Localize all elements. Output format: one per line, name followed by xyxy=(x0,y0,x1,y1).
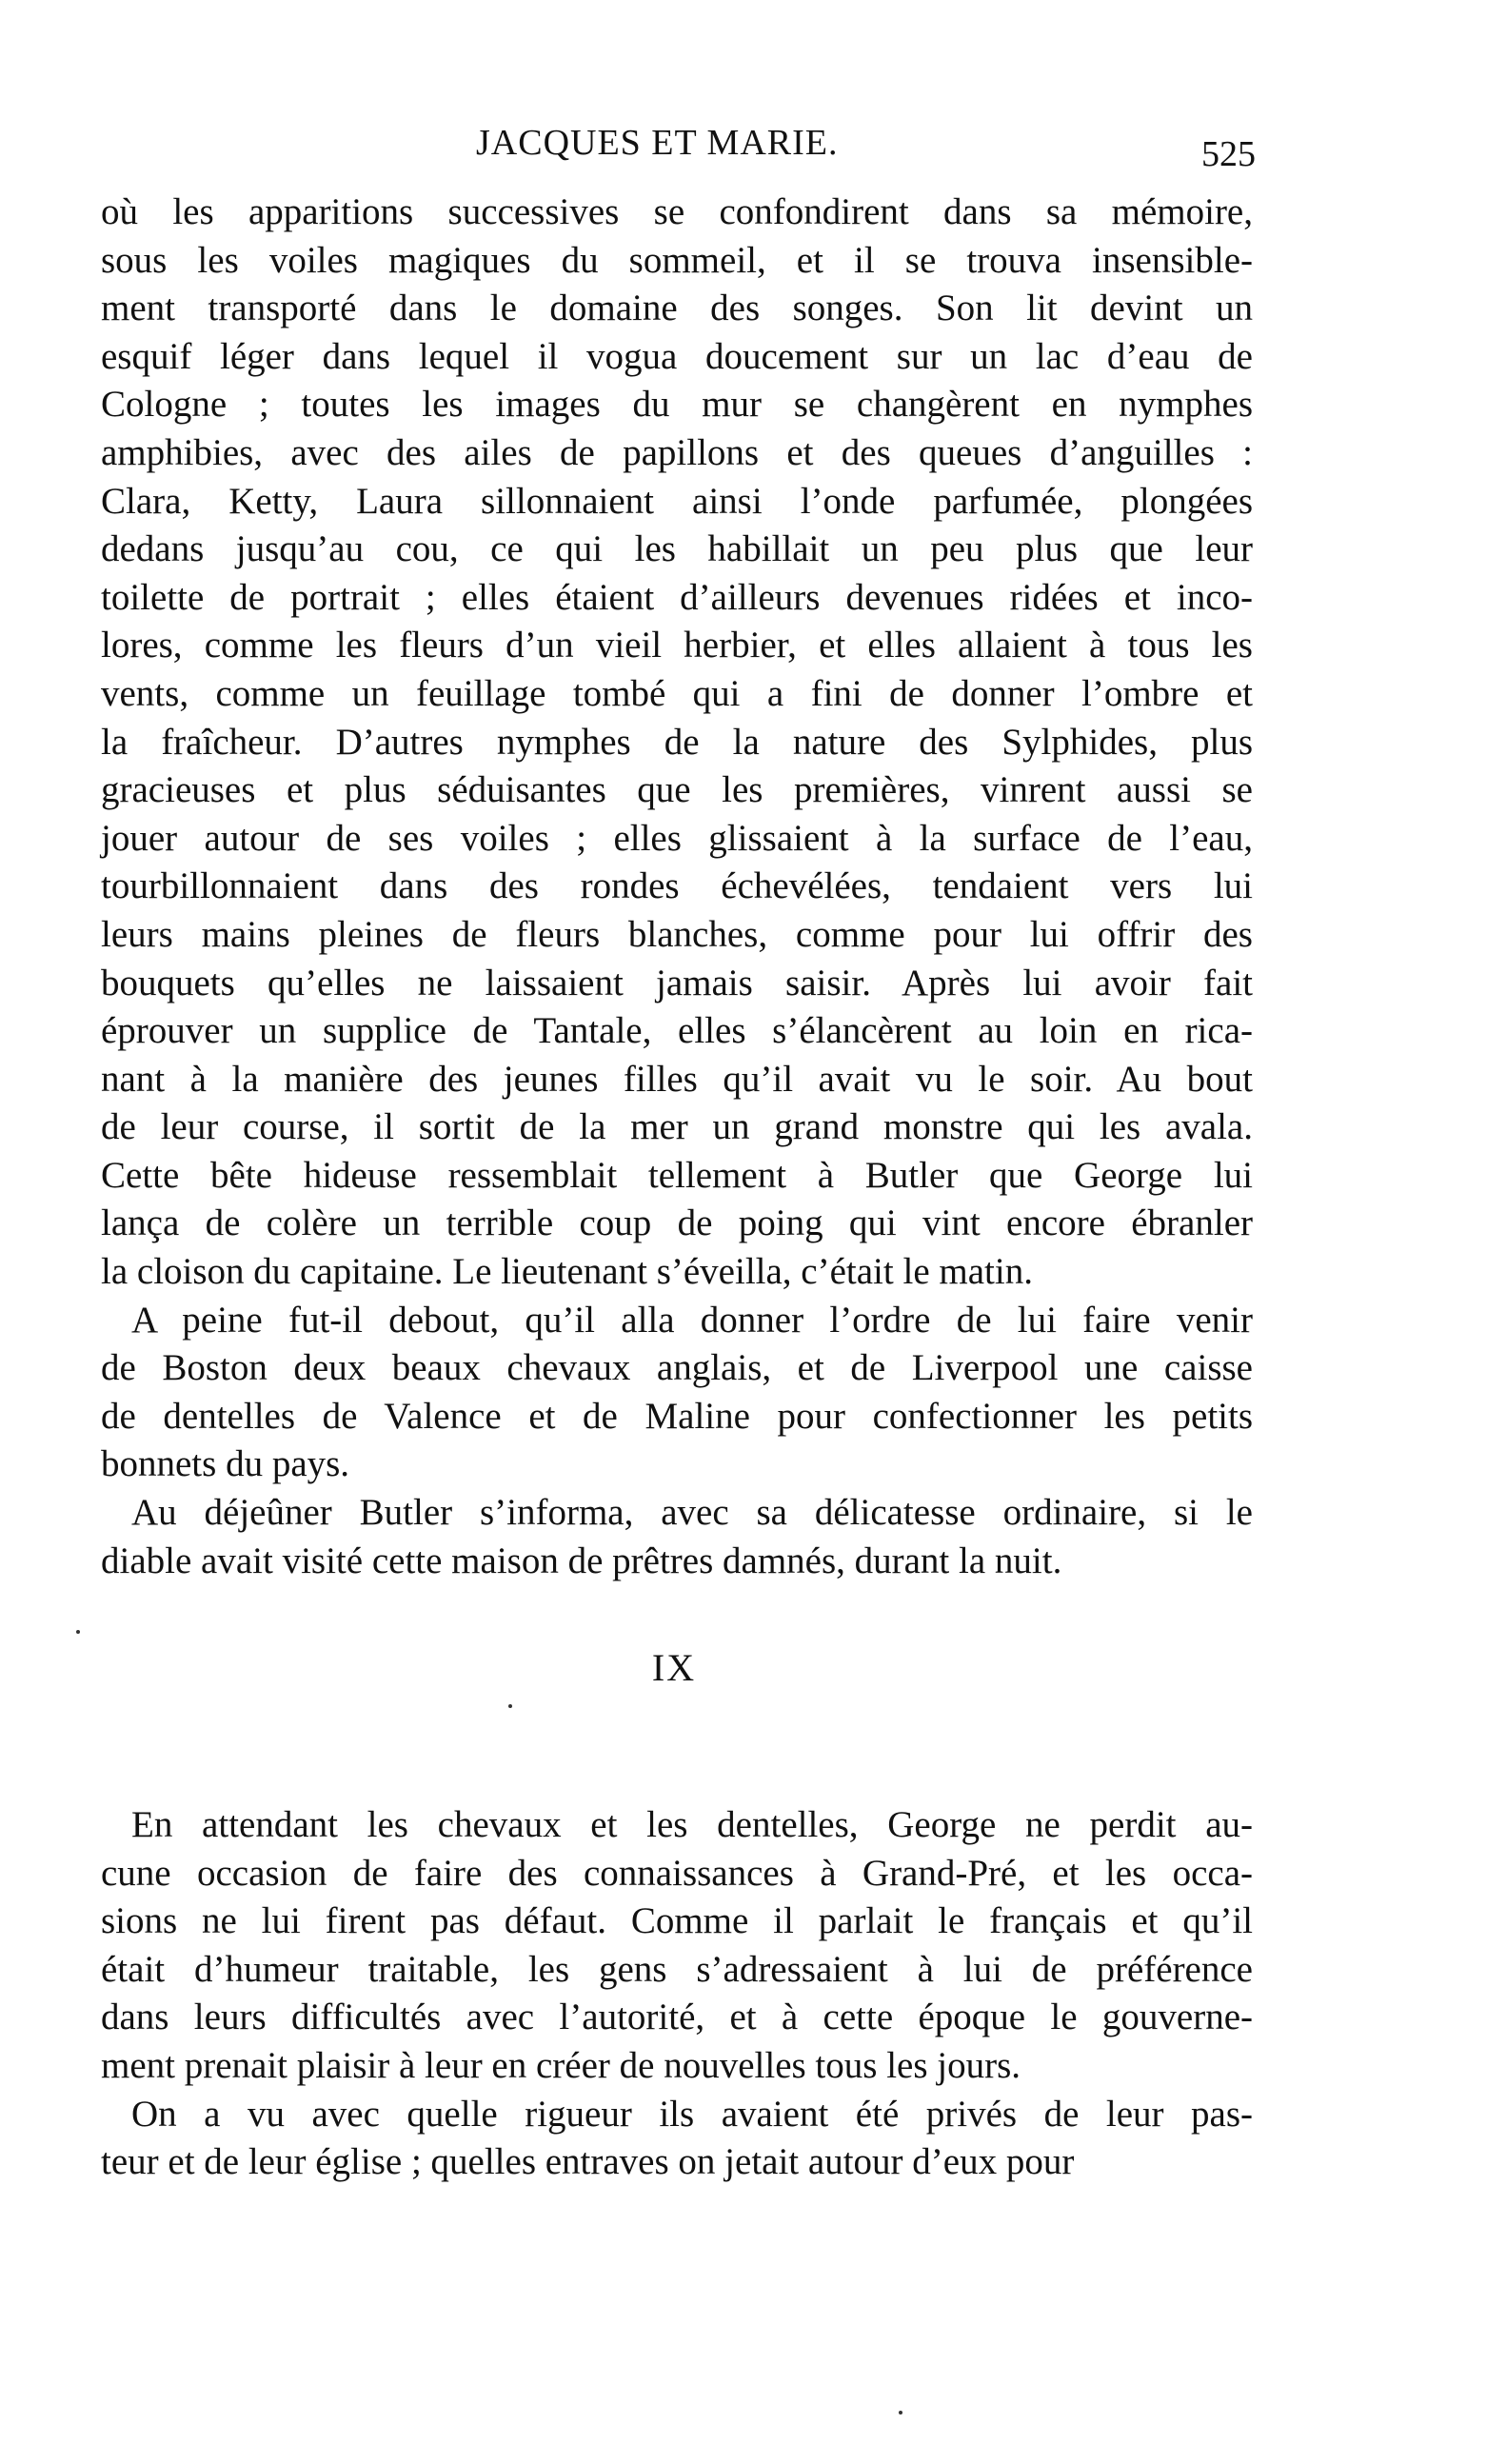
text-line: En attendant les chevaux et les dentelles, George ne perdit au- xyxy=(131,1804,1253,1845)
text-line: de dentelles de Valence et de Maline pour confectionner les petits xyxy=(101,1395,1253,1437)
text-line: la fraîcheur. D’autres nymphes de la nature des Sylphides, plus xyxy=(101,721,1253,763)
paragraph xyxy=(101,1297,1253,1489)
text-line: la cloison du capitaine. Le lieutenant s’éveilla, c’était le matin. xyxy=(101,1251,1033,1293)
text-line: jouer autour de ses voiles ; elles glissaient à la surface de l’eau, xyxy=(101,817,1253,859)
text-line: lança de colère un terrible coup de poing qui vint encore ébranler xyxy=(101,1202,1253,1244)
page-number: 525 xyxy=(1201,134,1256,174)
text-line: cune occasion de faire des connaissances à Grand-Pré, et les occa- xyxy=(101,1852,1253,1894)
text-line: ment transporté dans le domaine des songes. Son lit devint un xyxy=(101,288,1253,329)
text-line: sions ne lui firent pas défaut. Comme il parlait le français et qu’il xyxy=(101,1900,1253,1942)
paragraph xyxy=(101,189,1253,1297)
bottom-text-block xyxy=(101,1801,1253,2187)
text-line: diable avait visité cette maison de prêtres damnés, durant la nuit. xyxy=(101,1540,1062,1581)
running-title: JACQUES ET MARIE. xyxy=(476,123,839,163)
print-speck xyxy=(899,2411,902,2414)
section-heading: IX xyxy=(651,1646,697,1689)
text-line: sous les voiles magiques du sommeil, et il se trouva insensible- xyxy=(101,239,1253,281)
text-line: amphibies, avec des ailes de papillons et des queues d’anguilles : xyxy=(101,431,1253,473)
text-line: vents, comme un feuillage tombé qui a fini de donner l’ombre et xyxy=(101,672,1253,714)
paragraph xyxy=(101,2091,1253,2187)
print-speck xyxy=(508,1704,512,1708)
text-line: A peine fut-il debout, qu’il alla donner l’ordre de lui faire venir xyxy=(131,1299,1253,1341)
text-line: tourbillonnaient dans des rondes échevélées, tendaient vers lui xyxy=(101,865,1253,907)
text-line: ment prenait plaisir à leur en créer de nouvelles tous les jours. xyxy=(101,2044,1021,2086)
text-line: nant à la manière des jeunes filles qu’il avait vu le soir. Au bout xyxy=(101,1058,1253,1100)
top-text-block xyxy=(101,189,1253,1585)
text-line: teur et de leur église ; quelles entraves on jetait autour d’eux pour xyxy=(101,2141,1075,2183)
text-line: Clara, Ketty, Laura sillonnaient ainsi l’onde parfumée, plongées xyxy=(101,480,1253,522)
text-line: Cologne ; toutes les images du mur se changèrent en nymphes xyxy=(101,384,1253,426)
text-line: leurs mains pleines de fleurs blanches, comme pour lui offrir des xyxy=(101,913,1253,955)
text-line: Cette bête hideuse ressemblait tellement à Butler que George lui xyxy=(101,1154,1253,1196)
text-line: lores, comme les fleurs d’un vieil herbier, et elles allaient à tous les xyxy=(101,625,1253,666)
text-line: bonnets du pays. xyxy=(101,1443,350,1485)
text-line: dedans jusqu’au cou, ce qui les habillait un peu plus que leur xyxy=(101,528,1253,570)
text-line: bouquets qu’elles ne laissaient jamais saisir. Après lui avoir fait xyxy=(101,962,1253,1003)
text-line: toilette de portrait ; elles étaient d’ailleurs devenues ridées et inco- xyxy=(101,576,1253,618)
text-line: de Boston deux beaux chevaux anglais, et de Liverpool une caisse xyxy=(101,1347,1253,1389)
text-line: gracieuses et plus séduisantes que les premières, vinrent aussi se xyxy=(101,769,1253,811)
text-line: éprouver un supplice de Tantale, elles s’élancèrent au loin en rica- xyxy=(101,1010,1253,1052)
text-line: esquif léger dans lequel il vogua doucement sur un lac d’eau de xyxy=(101,335,1253,377)
print-speck xyxy=(76,1630,80,1634)
text-line: où les apparitions successives se confondirent dans sa mémoire, xyxy=(101,191,1253,232)
text-line: était d’humeur traitable, les gens s’adressaient à lui de préférence xyxy=(101,1948,1253,1990)
paragraph xyxy=(101,1489,1253,1585)
text-line: Au déjeûner Butler s’informa, avec sa délicatesse ordinaire, si le xyxy=(131,1492,1253,1534)
text-line: dans leurs difficultés avec l’autorité, et à cette époque le gouverne- xyxy=(101,1997,1253,2038)
paragraph xyxy=(101,1801,1253,2091)
text-line: de leur course, il sortit de la mer un grand monstre qui les avala. xyxy=(101,1106,1253,1148)
text-line: On a vu avec quelle rigueur ils avaient été privés de leur pas- xyxy=(131,2093,1253,2135)
